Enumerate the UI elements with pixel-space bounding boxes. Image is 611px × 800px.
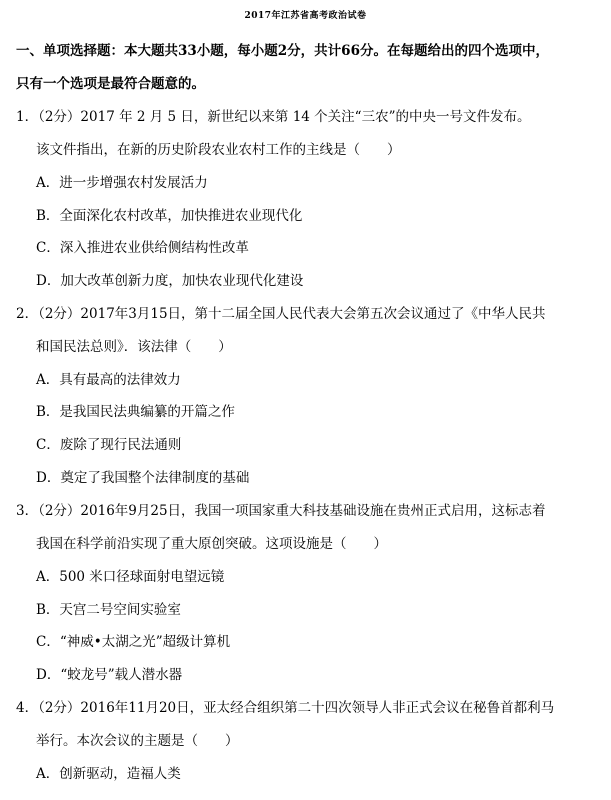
question-2-option-b: B．是我国民法典编纂的开篇之作 <box>36 404 235 420</box>
question-4-option-a: A．创新驱动，造福人类 <box>36 766 181 782</box>
question-1-stem-line-2: 该文件指出，在新的历史阶段农业农村工作的主线是（ ） <box>36 142 401 158</box>
question-2-option-d: D．奠定了我国整个法律制度的基础 <box>36 470 250 486</box>
question-2-option-c: C．废除了现行民法通则 <box>36 437 182 453</box>
question-1-option-a: A．进一步增强农村发展活力 <box>36 175 208 191</box>
question-1-option-b: B．全面深化农村改革，加快推进农业现代化 <box>36 208 303 224</box>
question-4-stem-line-1: 4．（2分）2016年11月20日，亚太经合组织第二十四次领导人非正式会议在秘鲁首都利马 <box>16 700 555 716</box>
question-3-stem-line-2: 我国在科学前沿实现了重大原创突破。这项设施是（ ） <box>36 536 387 552</box>
question-3-option-a: A．500 米口径球面射电望远镜 <box>36 569 225 585</box>
section-intro-line-1: 一、单项选择题：本大题共33小题，每小题2分，共计66分。在每题给出的四个选项中， <box>16 43 549 59</box>
question-2-stem-line-2: 和国民法总则》．该法律（ ） <box>36 339 232 355</box>
section-intro-line-2: 只有一个选项是最符合题意的。 <box>16 76 205 92</box>
question-3-stem-line-1: 3．（2分）2016年9月25日，我国一项国家重大科技基础设施在贵州正式启用，这标志着 <box>16 503 546 519</box>
question-1-option-c: C．深入推进农业供给侧结构性改革 <box>36 240 249 256</box>
question-2-stem-line-1: 2．（2分）2017年3月15日，第十二届全国人民代表大会第五次会议通过了《中华人民共 <box>16 306 546 322</box>
question-1-option-d: D．加大改革创新力度，加快农业现代化建设 <box>36 273 304 289</box>
question-4-stem-line-2: 举行。本次会议的主题是（ ） <box>36 733 239 749</box>
question-3-option-b: B．天宫二号空间实验室 <box>36 602 181 618</box>
exam-title: 2017年江苏省高考政治试卷 <box>244 11 367 21</box>
question-2-option-a: A．具有最高的法律效力 <box>36 372 181 388</box>
question-3-option-c: C．“神威•太湖之光”超级计算机 <box>36 634 231 650</box>
question-3-option-d: D．“蛟龙号”载人潜水器 <box>36 667 183 683</box>
question-1-stem-line-1: 1．（2分）2017 年 2 月 5 日，新世纪以来第 14 个关注“三农”的中央一号文件发布。 <box>16 109 531 125</box>
